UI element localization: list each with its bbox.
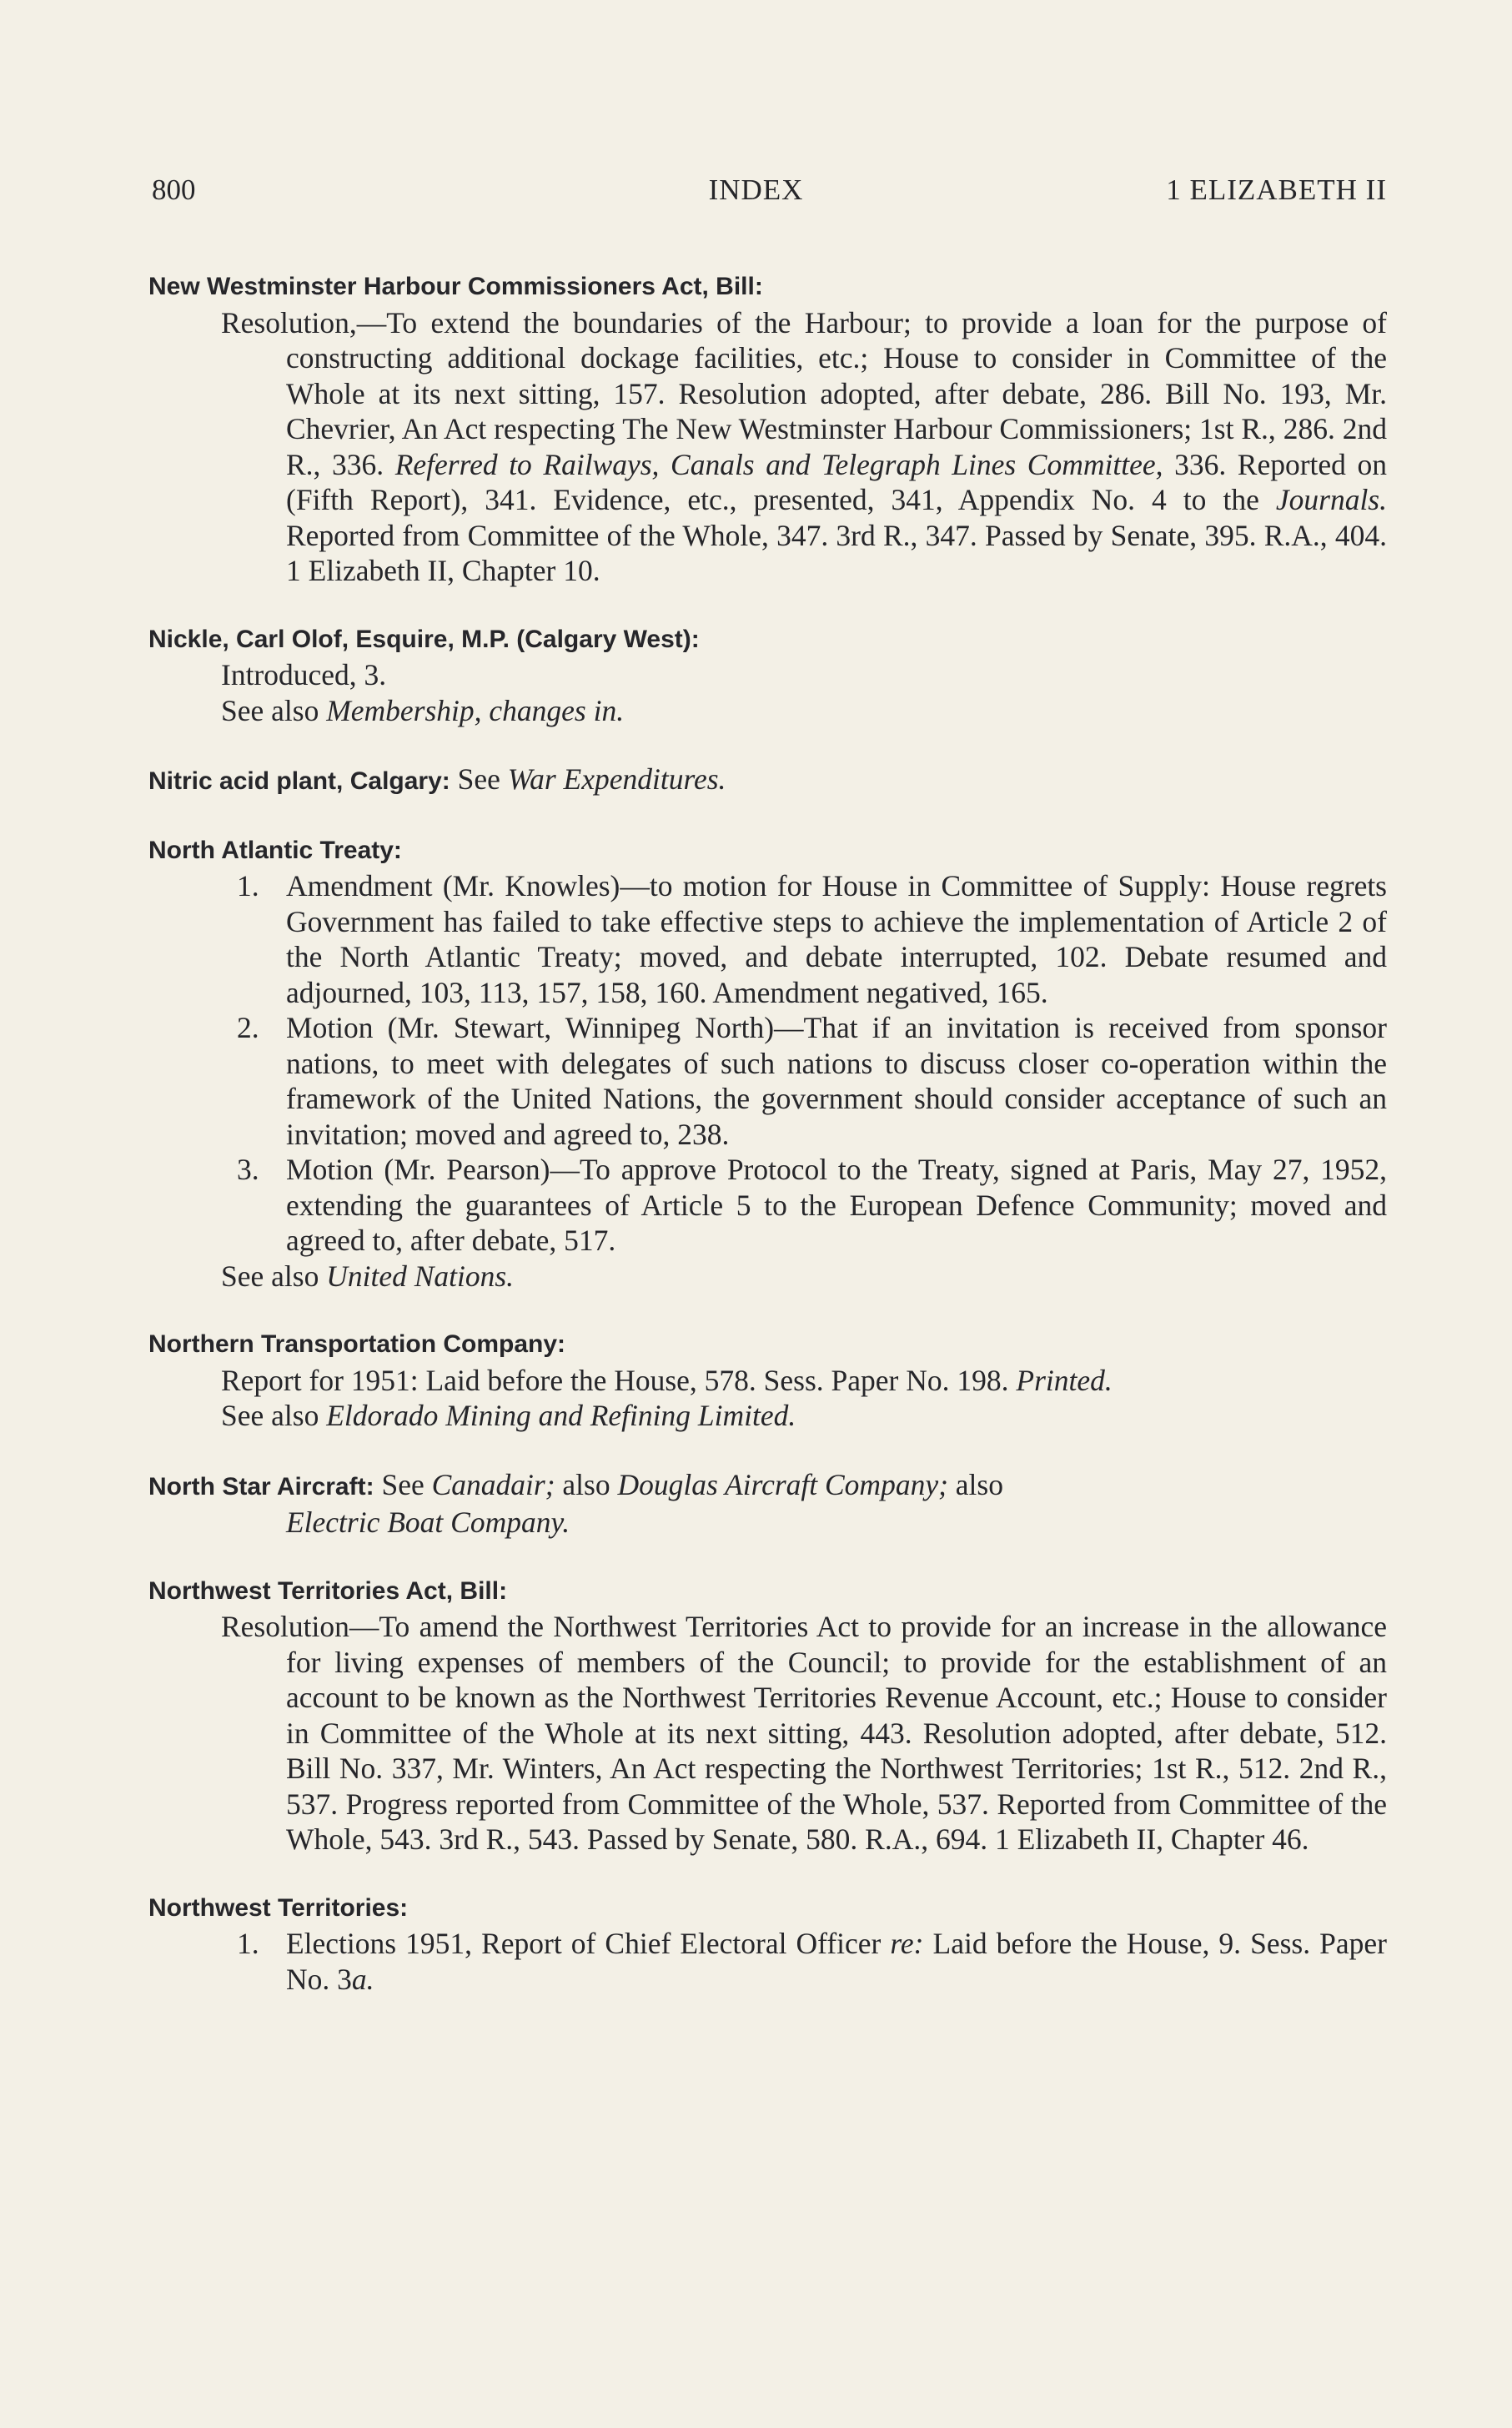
entry-line: Introduced, 3. [221, 658, 387, 691]
body-text: Resolution,—To extend the boundaries of the Harbour; to provide a loan for the purpose of constructing additional dockage facilities, etc.; House to consider in Committee of the Whole at its next sitting, 157. Resolution adopted, after debate, 286. Bill No. 193, Mr. Chevrier, An Act respecting The New Westminster Harbour Commissioners; 1st R., 286. 2nd R., 336. [221, 305, 1387, 481]
see-reference: Canadair; [431, 1467, 555, 1501]
item-number: 2. [237, 1011, 259, 1044]
entry-line [148, 1363, 1387, 1399]
item-text: Laid before the House, 9. Sess. Paper No. 3 [286, 1927, 1387, 1996]
see-reference: Membership, changes in. [326, 693, 625, 727]
item-number: 1. [237, 869, 259, 902]
entry-north-atlantic-treaty [148, 833, 1387, 1294]
entry-heading: Nickle, Carl Olof, Esquire, M.P. (Calgary West): [148, 625, 700, 653]
entry-northwest-territories-act [148, 1574, 1387, 1857]
see-also [148, 693, 1387, 729]
see-prefix: See [450, 762, 508, 796]
item-number: 1. [237, 1927, 259, 1960]
entry-northern-transportation [148, 1327, 1387, 1434]
body-italic: Printed. [1016, 1363, 1113, 1397]
see-reference: War Expenditures. [507, 762, 726, 796]
body-text: Report for 1951: Laid before the House, 578. Sess. Paper No. 198. [221, 1363, 1017, 1397]
see-also [148, 1259, 1387, 1294]
see-reference: Electric Boat Company. [286, 1506, 570, 1539]
see-prefix: See also [221, 1399, 327, 1432]
see-prefix: See also [221, 693, 327, 727]
see-reference: Eldorado Mining and Refining Limited. [326, 1399, 796, 1432]
page-header [0, 173, 1512, 215]
entry-heading: North Atlantic Treaty: [148, 836, 402, 864]
list-item [148, 1010, 1387, 1152]
item-italic: a. [351, 1962, 374, 1996]
see-reference: United Nations. [326, 1259, 515, 1293]
body-italic: Referred to Railways, Canals and Telegraph Lines Committee, [394, 447, 1163, 481]
running-title: INDEX [708, 173, 804, 206]
see-reference: Douglas Aircraft Company; [617, 1467, 948, 1501]
list-item [148, 868, 1387, 1010]
entry-heading: Northwest Territories Act, Bill: [148, 1576, 508, 1605]
entry-northwest-territories [148, 1891, 1387, 1998]
entry-body: Resolution—To amend the Northwest Territories Act to provide for an increase in the allowance for living expenses of members of the Council; to provide for the establishment of an account to be known as the Northwest Territories Revenue Account, etc.; House to consider in Committee of the Whole at its next sitting, 443. Resolution adopted, after debate, 512. Bill No. 337, Mr. Winters, An Act respecting the Northwest Territories; 1st R., 512. 2nd R., 537. Progress reported from Committee of the Whole, 537. Reported from Committee of the Whole, 543. 3rd R., 543. Passed by Senate, 580. R.A., 694. 1 Elizabeth II, Chapter 46. [221, 1610, 1387, 1856]
entry-body [148, 305, 1387, 589]
entry-heading: New Westminster Harbour Commissioners Act, Bill: [148, 273, 763, 300]
body-text: 336. Reported on (Fifth Report), 341. Evidence, etc., presented, 341, Appendix No. 4 to the [286, 447, 1388, 516]
volume-label: 1 ELIZABETH II [1166, 173, 1387, 206]
body-text: Reported from Committee of the Whole, 347. 3rd R., 347. Passed by Senate, 395. R.A., 404. 1 Elizabeth II, Chapter 10. [286, 518, 1387, 587]
entry-new-westminster-harbour [148, 269, 1387, 589]
entry-nitric-acid [148, 762, 1387, 800]
entry-north-star-aircraft [148, 1467, 1387, 1541]
item-text: Motion (Mr. Pearson)—To approve Protocol to the Treaty, signed at Paris, May 27, 1952, extending the guarantees of Article 5 to the European Defence Community; moved and agreed to, after debate, 517. [286, 1153, 1387, 1257]
entry-heading: Northwest Territories: [148, 1893, 409, 1922]
item-number: 3. [237, 1153, 259, 1186]
entry-nickle [148, 622, 1387, 729]
entry-heading: Northern Transportation Company: [148, 1330, 566, 1358]
entry-heading: North Star Aircraft: [148, 1472, 374, 1501]
item-italic: re: [890, 1927, 924, 1960]
entry-heading: Nitric acid plant, Calgary: [148, 767, 450, 795]
item-text: Motion (Mr. Stewart, Winnipeg North)—That if an invitation is received from sponsor nations, to meet with delegates of such nations to discuss closer co-operation within the framework of the United Nations, the government should consider acceptance of such an invitation; moved and agreed to, 238. [286, 1011, 1387, 1151]
entry-heading-line [148, 762, 1387, 800]
entry-heading-line [148, 1467, 1387, 1506]
see-prefix: also [947, 1467, 1003, 1501]
see-continuation [148, 1505, 1387, 1541]
page-number: 800 [152, 173, 196, 206]
see-prefix: also [555, 1467, 618, 1501]
see-also [148, 1398, 1387, 1434]
list-item [148, 1926, 1387, 1997]
see-prefix: See [374, 1467, 432, 1501]
list-item [148, 1152, 1387, 1259]
item-text: Elections 1951, Report of Chief Electoral Officer [286, 1927, 891, 1960]
index-content [148, 269, 1387, 2030]
see-prefix: See also [221, 1259, 327, 1293]
item-text: Amendment (Mr. Knowles)—to motion for House in Committee of Supply: House regrets Government has failed to take effective steps to achieve the implementation of Article 2 of the North Atlantic Treaty; moved, and debate interrupted, 102. Debate resumed and adjourned, 103, 113, 157, 158, 160. Amendment negatived, 165. [286, 869, 1387, 1009]
body-italic: Journals. [1275, 483, 1387, 516]
